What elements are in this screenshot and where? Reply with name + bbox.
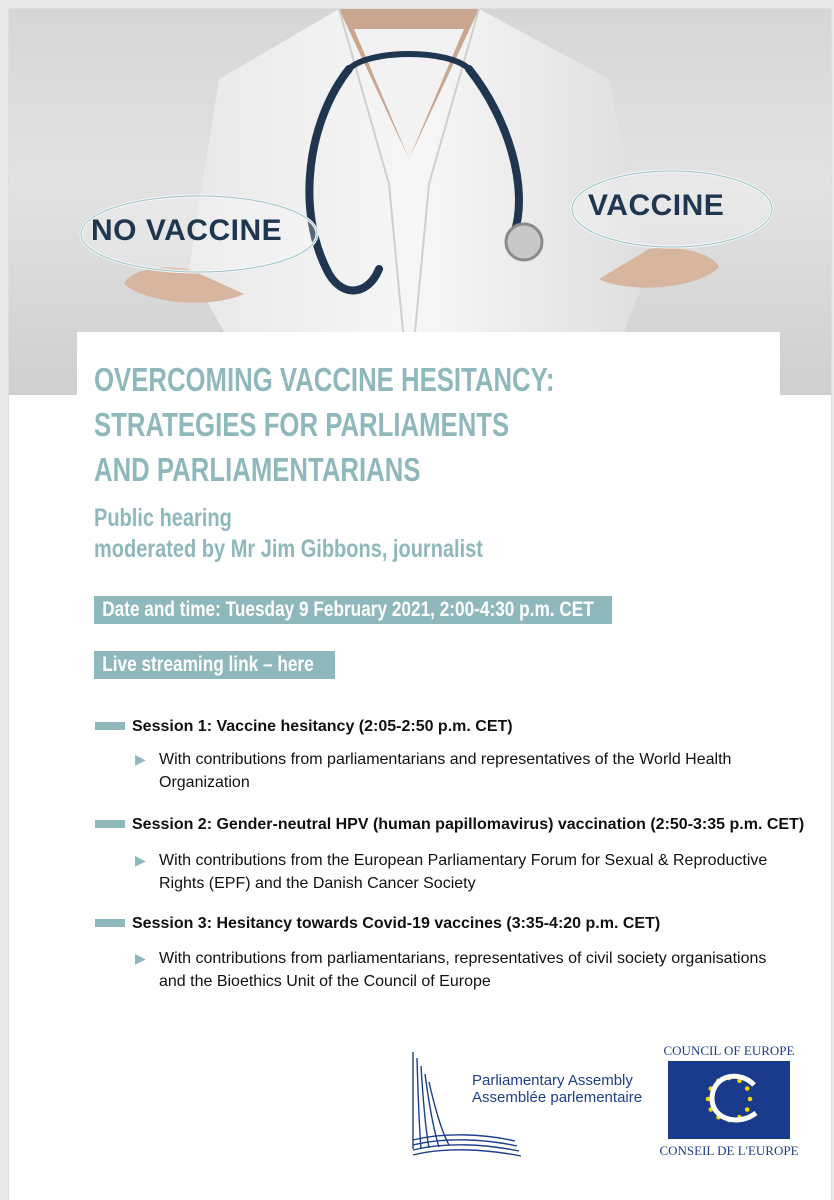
triangle-bullet-icon: ▶ [135, 852, 146, 868]
triangle-bullet-icon: ▶ [135, 751, 146, 767]
vaccine-label: VACCINE [588, 189, 725, 222]
session-3-title: Session 3: Hesitancy towards Covid-19 vaccines (3:35-4:20 p.m. CET) [132, 915, 661, 932]
stars-ring-icon [668, 1061, 790, 1139]
title-line-2: STRATEGIES FOR PARLIAMENTS [94, 406, 510, 443]
flyer-page [9, 9, 831, 1200]
council-of-europe-logo [659, 1043, 799, 1161]
triangle-bullet-icon: ▶ [135, 950, 146, 966]
coe-name-fr: CONSEIL DE L'EUROPE [659, 1143, 799, 1158]
subtitle-line-1: Public hearing [94, 504, 232, 532]
no-vaccine-label: NO VACCINE [91, 214, 283, 247]
date-banner [94, 596, 612, 624]
session-2-detail-line-2: Rights (EPF) and the Danish Cancer Society [159, 875, 476, 892]
pace-name-fr: Assemblée parlementaire [472, 1089, 643, 1106]
date-text: Date and time: Tuesday 9 February 2021, 2:00-4:30 p.m. CET [102, 598, 594, 621]
subtitle-line-2: moderated by Mr Jim Gibbons, journalist [94, 535, 483, 563]
title-line-1: OVERCOMING VACCINE HESITANCY: [94, 361, 555, 398]
coe-flag [668, 1061, 790, 1139]
session-bar-icon [95, 820, 125, 828]
session-1-detail-line-1: With contributions from parliamentarians and representatives of the World Health [159, 751, 732, 768]
coe-name-en: COUNCIL OF EUROPE [663, 1043, 795, 1058]
session-3-detail-line-1: With contributions from parliamentarians, representatives of civil society organisations [159, 950, 767, 967]
session-2-detail [135, 849, 775, 895]
pace-name-en: Parliamentary Assembly [472, 1072, 633, 1089]
session-1-detail-line-2: Organization [159, 774, 250, 791]
session-bar-icon [95, 722, 125, 730]
session-1-title: Session 1: Vaccine hesitancy (2:05-2:50 p.m. CET) [132, 718, 513, 735]
pace-name [472, 1072, 642, 1106]
session-bar-icon [95, 919, 125, 927]
session-3-detail-line-2: and the Bioethics Unit of the Council of Europe [159, 973, 491, 990]
session-1-detail [135, 748, 775, 794]
title-line-3: AND PARLIAMENTARIANS [94, 451, 421, 488]
page-title [94, 357, 562, 492]
session-3-detail [135, 947, 775, 993]
session-2-detail-line-1: With contributions from the European Parliamentary Forum for Sexual & Reproductive [159, 852, 768, 869]
session-2-heading [95, 816, 804, 834]
live-streaming-link[interactable] [94, 651, 335, 679]
parliamentary-assembly-logo [405, 1044, 645, 1159]
session-3-heading [95, 915, 660, 933]
session-1-heading [95, 718, 513, 736]
session-2-title: Session 2: Gender-neutral HPV (human papillomavirus) vaccination (2:50-3:35 p.m. CET) [132, 816, 805, 833]
subtitle [94, 503, 483, 565]
live-streaming-link-text[interactable]: Live streaming link – here [102, 653, 314, 676]
